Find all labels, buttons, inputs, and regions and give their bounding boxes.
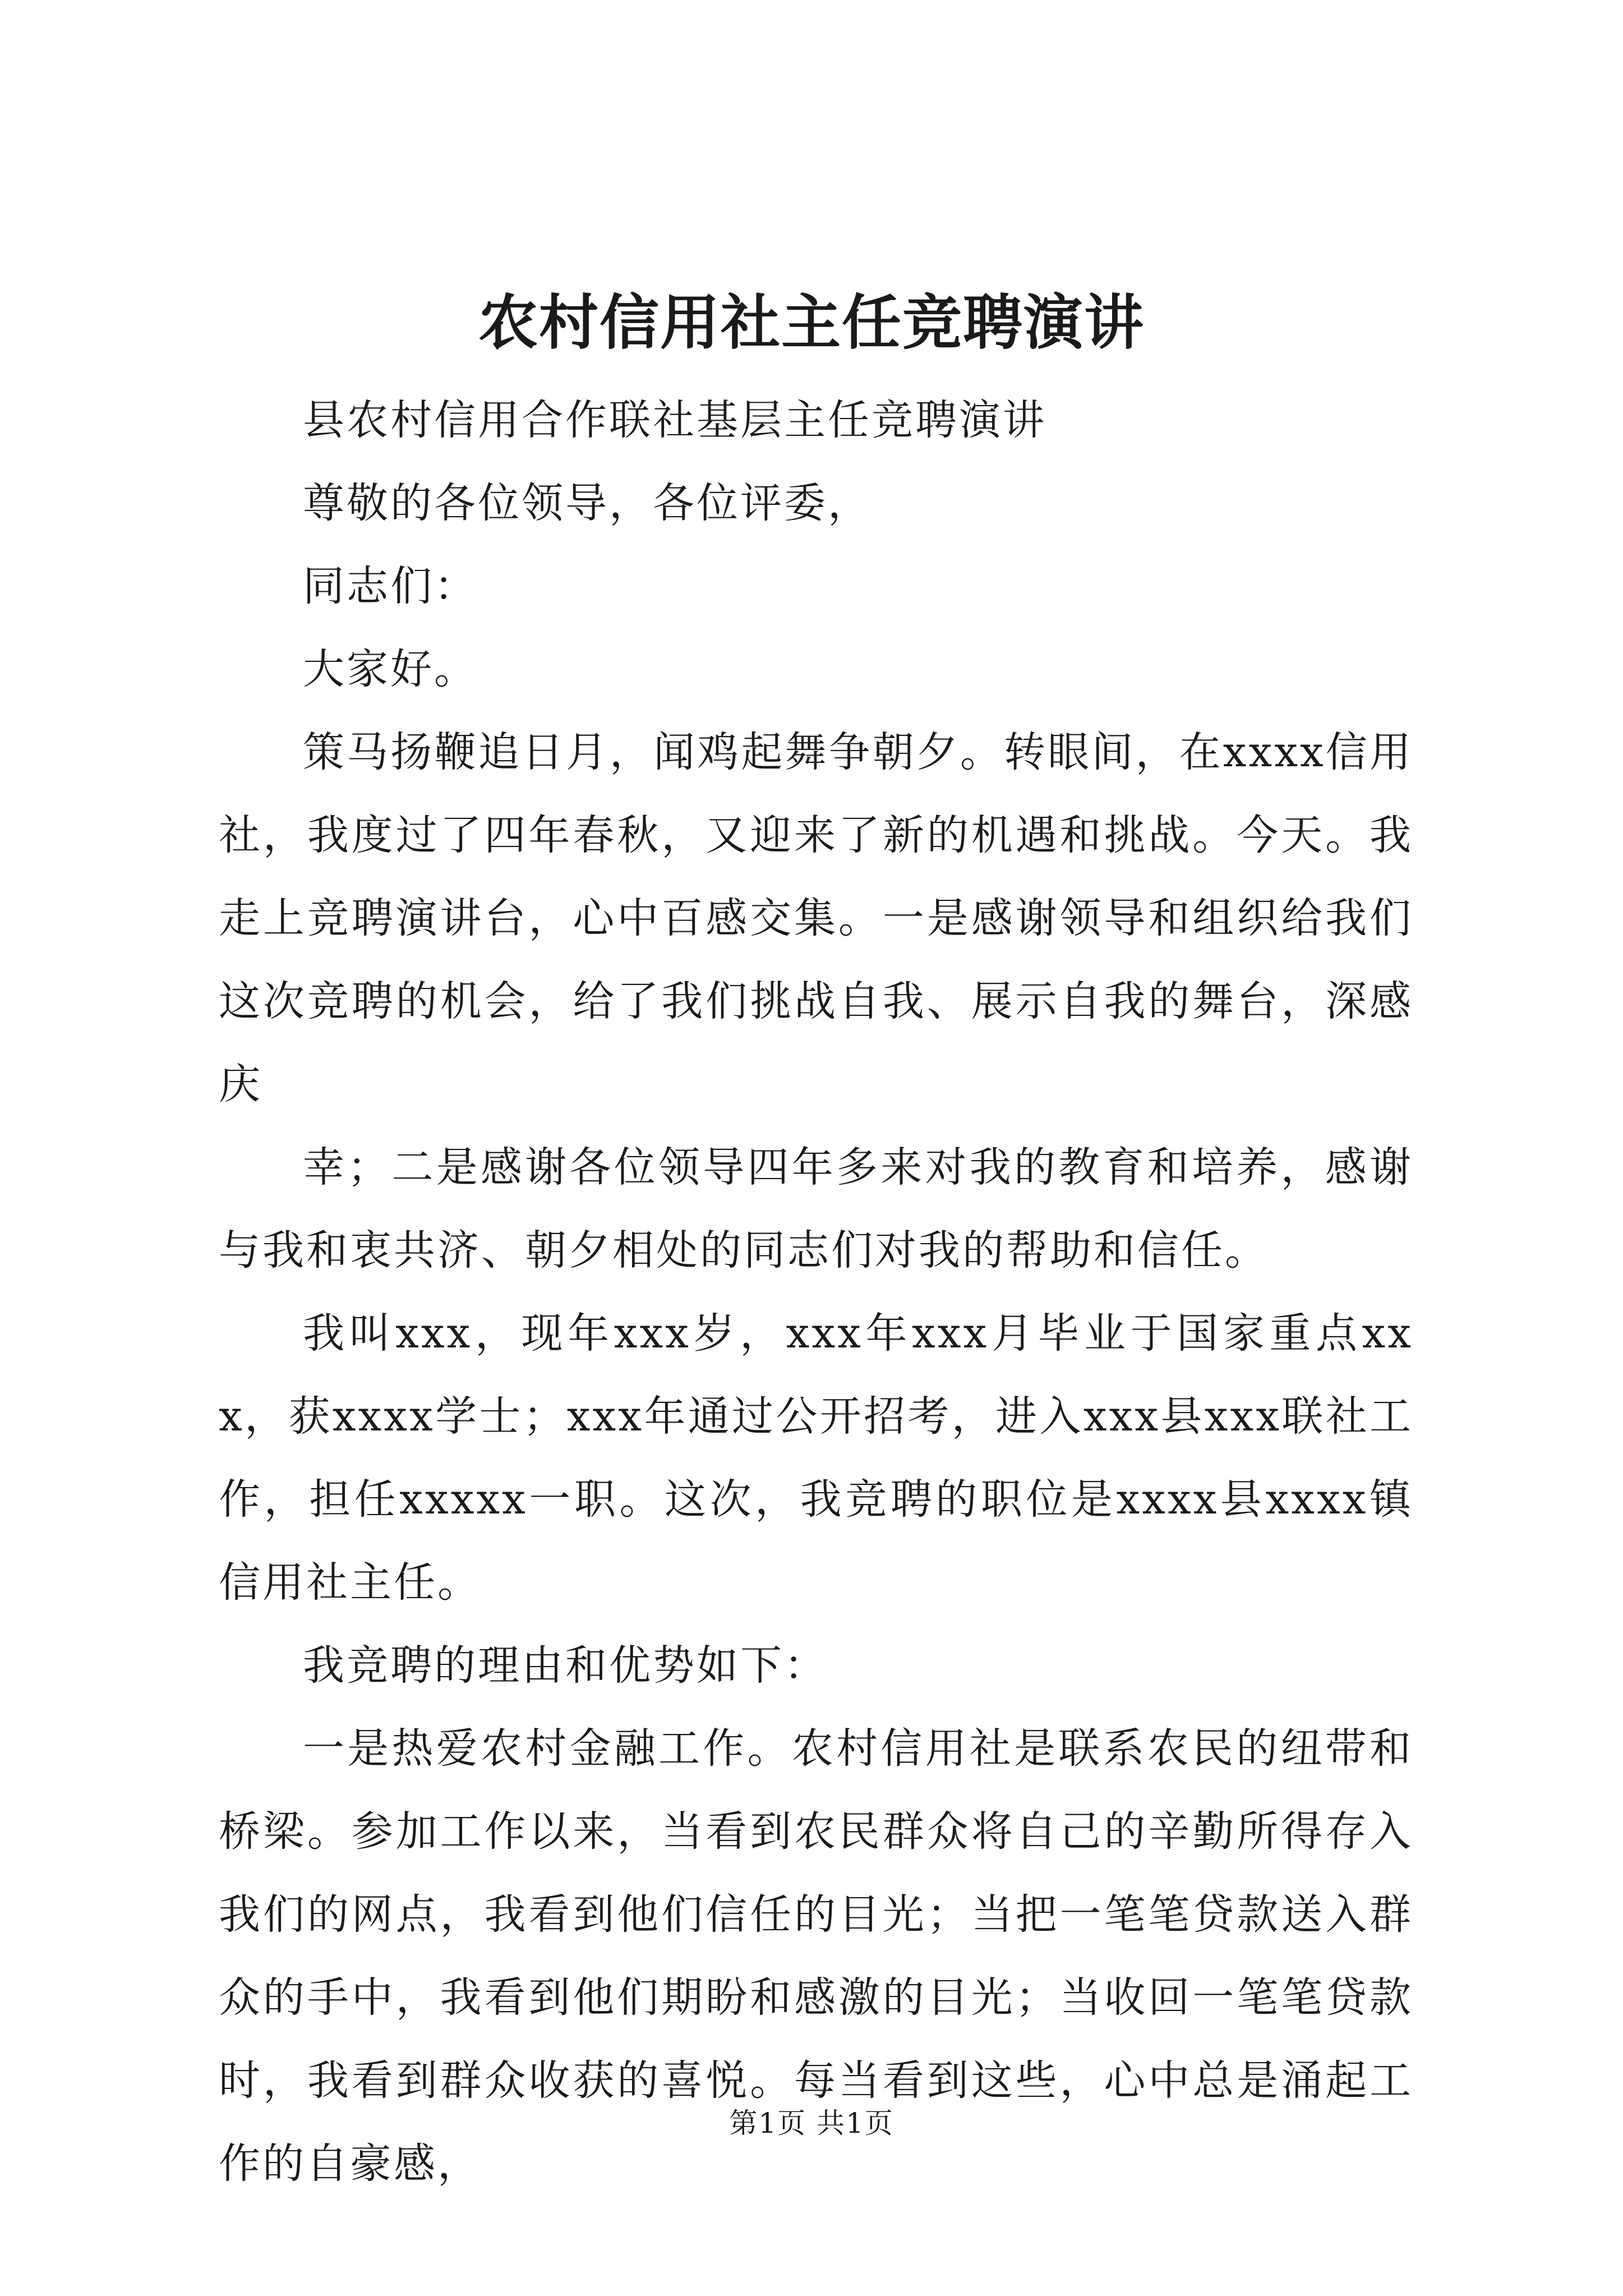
paragraph-thanks: 幸；二是感谢各位领导四年多来对我的教育和培养，感谢与我和衷共济、朝夕相处的同志们对我的帮助和信任。 [219, 1143, 1413, 1274]
paragraph-subtitle: 县农村信用合作联社基层主任竞聘演讲 [303, 396, 1046, 444]
paragraph-self-intro: 我叫xxx，现年xxx岁，xxx年xxx月毕业于国家重点xxx，获xxxx学士；xxx年通过公开招考，进入xxx县xxx联社工作，担任xxxxx一职。这次，我竞聘的职位是xxxx县xxxx镇信用社主任。 [219, 1309, 1413, 1607]
paragraph-reason-one: 一是热爱农村金融工作。农村信用社是联系农民的纽带和桥梁。参加工作以来，当看到农民群众将自己的辛勤所得存入我们的网点，我看到他们信任的目光；当把一笔笔贷款送入群众的手中，我看到他们期盼和感激的目光；当收回一笔笔贷款时，我看到群众收获的喜悦。每当看到这些，心中总是涌起工作的自豪感， [219, 1724, 1413, 2188]
paragraph-greeting: 大家好。 [303, 645, 478, 693]
paragraph-reasons-heading: 我竞聘的理由和优势如下： [303, 1641, 828, 1690]
paragraph-salutation: 尊敬的各位领导，各位评委， [303, 479, 872, 527]
paragraph-opening: 策马扬鞭追日月，闻鸡起舞争朝夕。转眼间，在xxxx信用社，我度过了四年春秋，又迎来了新的机遇和挑战。今天。我走上竞聘演讲台，心中百感交集。一是感谢领导和组织给我们这次竞聘的机会，给了我们挑战自我、展示自我的舞台，深感庆 [219, 728, 1413, 1108]
document-body [219, 379, 1413, 2205]
paragraph-salutation-comrades: 同志们： [303, 562, 478, 610]
document-title: 农村信用社主任竞聘演讲 [478, 287, 1145, 357]
page-footer: 第1页 共1页 [729, 2107, 894, 2139]
